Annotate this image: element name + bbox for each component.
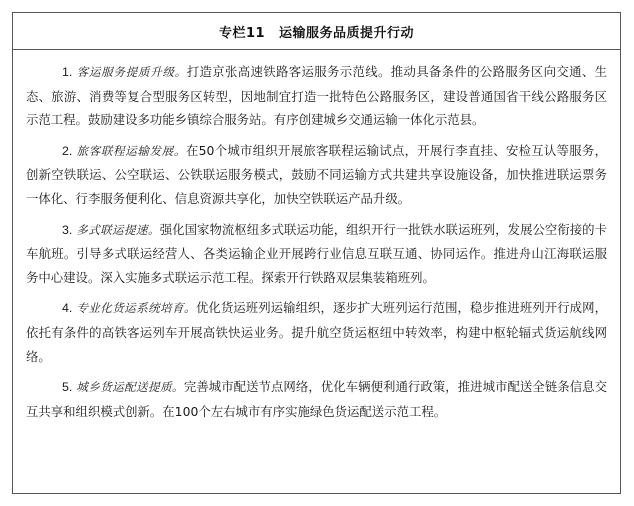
- column-title: [13, 13, 620, 50]
- section-paragraph-2: [26, 139, 607, 211]
- section-text: 打造京张高速铁路客运服务示范线。推动具备条件的公路服务区向交通、生态、旅游、消费等复合型服务区转型，因地制宜打造一批特色公路服务区，建设普通国省干线公路服务区示范工程。鼓励建设多功能乡镇综合服务站。有序创建城乡交通运输一体化示范县。: [26, 64, 607, 128]
- column-box: [12, 12, 621, 494]
- section-paragraph-5: [26, 375, 607, 423]
- column-heading: 运输服务品质提升行动: [279, 25, 415, 41]
- section-lead: 客运服务提质升级。: [76, 65, 187, 79]
- section-index: 5.: [61, 380, 73, 395]
- section-lead: 旅客联程运输发展。: [76, 143, 187, 158]
- section-index: 4.: [61, 301, 73, 316]
- section-lead: 城乡货运配送提质。: [76, 380, 184, 395]
- section-index: 2.: [61, 143, 73, 158]
- section-text: 在50个城市组织开展旅客联程运输试点，开展行李直挂、安检互认等服务，创新空铁联运、公空联运、公铁联运服务模式，鼓励不同运输方式共建共享设施设备，加快推进联运票务一体化、行李服务便利化、信息资源共享化，加快空铁联运产品升级。: [26, 142, 607, 206]
- section-paragraph-4: [26, 296, 607, 368]
- column-body: [13, 50, 620, 423]
- section-index: 3.: [61, 222, 73, 237]
- section-paragraph-3: [26, 218, 607, 290]
- section-lead: 专业化货运系统培育。: [76, 301, 196, 316]
- section-lead: 多式联运提速。: [76, 222, 160, 237]
- section-text: 强化国家物流枢纽多式联运功能，组织开行一批铁水联运班列，发展公空衔接的卡车航班。引导多式联运经营人、各类运输企业开展跨行业信息互联互通、协同运作。推进舟山江海联运服务中心建设。深入实施多式联运示范工程。探索开行铁路双层集装箱班列。: [26, 221, 608, 285]
- column-number: 专栏11: [218, 25, 266, 41]
- section-text: 优化货运班列运输组织，逐步扩大班列运行范围，稳步推进班列开行成网，依托有条件的高铁客运列车开展高铁快运业务。提升航空货运枢纽中转效率，构建中枢轮辐式货运航线网络。: [26, 300, 607, 364]
- section-text: 完善城市配送节点网络，优化车辆便利通行政策，推进城市配送全链条信息交互共享和组织模式创新。在100个左右城市有序实施绿色货运配送示范工程。: [26, 379, 607, 419]
- section-index: 1.: [61, 65, 73, 79]
- section-paragraph-1: [26, 60, 607, 132]
